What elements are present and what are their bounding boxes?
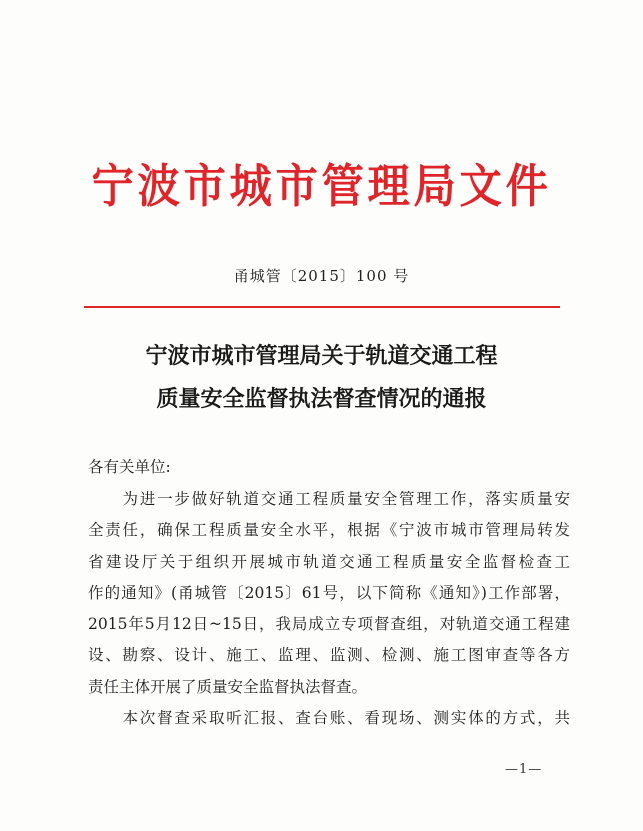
notice-title-line-2: 质量安全监督执法督查情况的通报: [156, 386, 487, 412]
red-divider-line: [84, 306, 560, 308]
body-paragraphs: [88, 484, 570, 734]
body-line: 省建设厅关于组织开展城市轨道交通工程质量安全监督检查工: [88, 552, 570, 571]
body-line: 责任主体开展了质量安全监督执法督查。: [88, 677, 368, 696]
body-line: 作的通知》(甬城管〔2015〕61号，以下简称《通知》)工作部署，: [88, 583, 570, 602]
body-line: 本次督查采取听汇报、查台账、看现场、测实体的方式，共: [88, 709, 570, 728]
salutation: 各有关单位:: [88, 458, 171, 476]
issuer-title: 宁波市城市管理局文件: [91, 159, 552, 213]
notice-title-line-1: 宁波市城市管理局关于轨道交通工程: [145, 343, 498, 369]
page-number: —1—: [505, 762, 543, 777]
body-line: 全责任，确保工程质量安全水平，根据《宁波市城市管理局转发: [88, 521, 570, 540]
document-number: 甬城管〔2015〕100 号: [233, 267, 410, 285]
body-line: 设、勘察、设计、施工、监理、监测、检测、施工图审查等各方: [88, 646, 570, 665]
body-line: 2015年5月12日~15日，我局成立专项督查组，对轨道交通工程建: [88, 615, 570, 634]
body-line: 为进一步做好轨道交通工程质量安全管理工作，落实质量安: [88, 490, 570, 508]
